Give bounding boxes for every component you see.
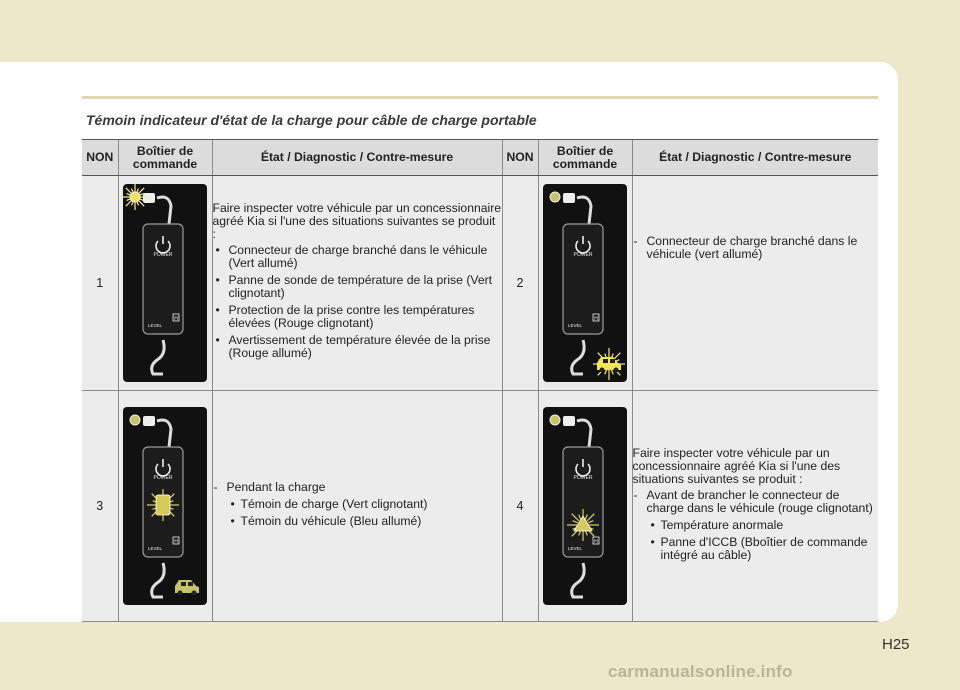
table-header-row (82, 140, 878, 176)
state-intro: Faire inspecter votre véhicule par un concessionnaire agréé Kia si l'une des situations suivantes se produit : (632, 445, 841, 486)
state-sub-bullet: • Témoin de charge (Vert clignotant) (213, 498, 502, 511)
state-bullet: • Connecteur de charge branché dans le véhicule (Vert allumé) (213, 244, 502, 270)
state-bullet: • Protection de la prise contre les températures élevées (Rouge clignotant) (213, 304, 502, 330)
control-box-drawing (123, 407, 207, 605)
control-box-image (543, 184, 627, 382)
control-box-drawing (543, 407, 627, 605)
svg-text:POWER: POWER (573, 252, 593, 258)
svg-text:LEVEL: LEVEL (147, 323, 163, 328)
state-sub-bullet: • Panne d'ICCB (Bboîtier de commande intégré au câble) (633, 536, 879, 562)
control-box-drawing (123, 184, 207, 382)
header-box: Boîtier de commande (118, 140, 212, 176)
control-box-image (123, 184, 207, 382)
svg-text:LEVEL: LEVEL (567, 323, 583, 328)
header-no: NON (82, 140, 118, 176)
table-row (82, 391, 878, 622)
state-intro: Faire inspecter votre véhicule par un concessionnaire agréé Kia si l'une des situations suivantes se produit : (212, 201, 502, 241)
watermark: carmanualsonline.info (608, 662, 793, 681)
header-state: État / Diagnostic / Contre-mesure (632, 140, 878, 176)
svg-text:POWER: POWER (153, 252, 173, 258)
charge-status-table (82, 139, 878, 622)
control-box-image (543, 407, 627, 605)
svg-text:POWER: POWER (153, 475, 173, 481)
state-cell (632, 391, 878, 622)
row-number: 3 (82, 391, 118, 622)
row-number: 2 (502, 176, 538, 391)
state-sub-bullet: • Température anormale (633, 519, 879, 532)
svg-text:H: H (594, 316, 598, 322)
page-number: H25 (882, 636, 910, 653)
svg-text:LEVEL: LEVEL (567, 546, 583, 551)
state-dash-item: - Avant de brancher le connecteur de charge dans le véhicule (rouge clignotant) (633, 489, 879, 515)
row-number: 1 (82, 176, 118, 391)
svg-text:H: H (594, 539, 598, 545)
header-box: Boîtier de commande (538, 140, 632, 176)
svg-text:LEVEL: LEVEL (147, 546, 163, 551)
state-bullet: • Avertissement de température élevée de la prise (Rouge allumé) (213, 334, 502, 360)
svg-text:POWER: POWER (573, 475, 593, 481)
state-dash-item: - Pendant la charge (213, 481, 502, 494)
svg-text:H: H (174, 316, 178, 322)
svg-text:H: H (174, 539, 178, 545)
state-dash-item: - Connecteur de charge branché dans le véhicule (vert allumé) (633, 235, 879, 261)
row-number: 4 (502, 391, 538, 622)
state-sub-bullet: • Témoin du véhicule (Bleu allumé) (213, 515, 502, 528)
section-title: Témoin indicateur d'état de la charge pour câble de charge portable (86, 112, 537, 128)
state-cell (212, 176, 502, 391)
control-box-drawing (543, 184, 627, 382)
state-cell (632, 176, 878, 391)
state-cell (212, 391, 502, 622)
header-rule (82, 96, 878, 99)
table-row (82, 176, 878, 391)
control-box-image (123, 407, 207, 605)
header-state: État / Diagnostic / Contre-mesure (212, 140, 502, 176)
state-bullet: • Panne de sonde de température de la prise (Vert clignotant) (213, 274, 502, 300)
header-no: NON (502, 140, 538, 176)
